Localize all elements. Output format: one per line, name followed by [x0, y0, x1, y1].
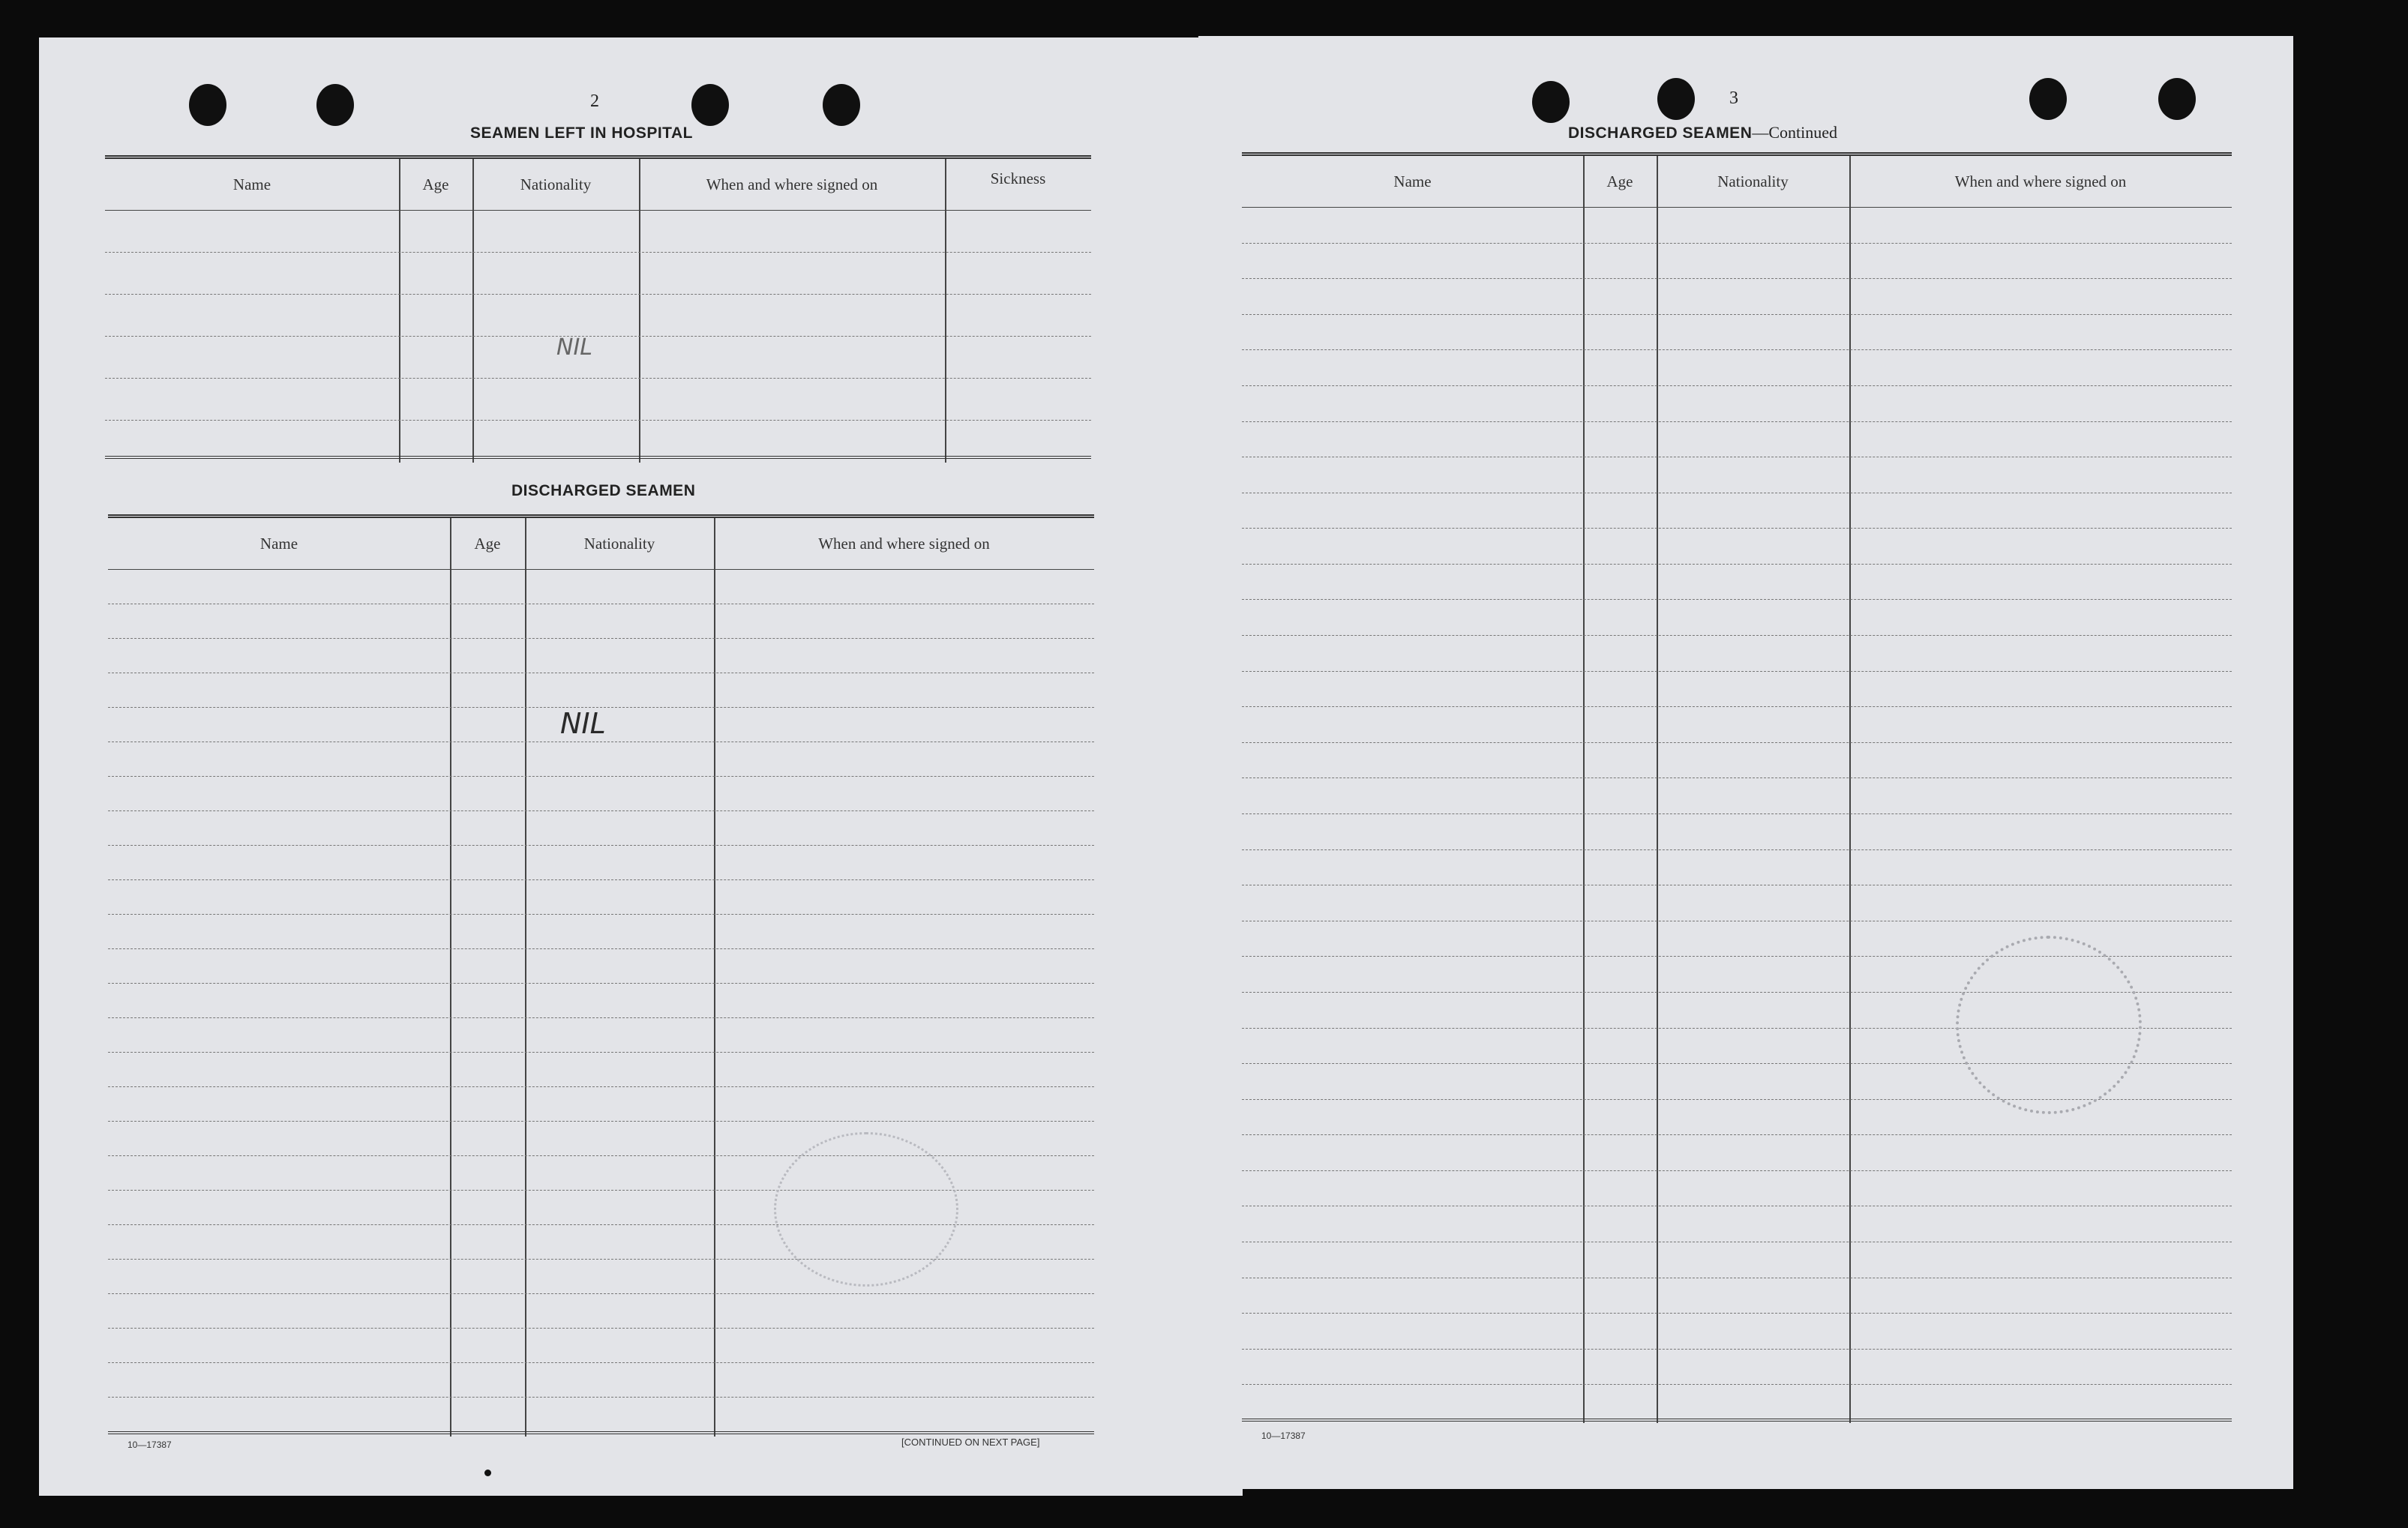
- table-row: [108, 810, 1094, 811]
- discharged-table: [108, 514, 1094, 1437]
- table-row: [1242, 1384, 2232, 1385]
- col-header-name: Name: [259, 534, 298, 553]
- punch-hole-icon: [1657, 78, 1695, 120]
- table-row: [108, 638, 1094, 639]
- table-bottom-rule: [105, 456, 1091, 459]
- col-header-signed-on: When and where signed on: [1954, 172, 2127, 190]
- column-divider: [1657, 156, 1658, 1423]
- column-divider: [525, 518, 526, 1437]
- table-row: [108, 845, 1094, 846]
- table-row: [108, 1017, 1094, 1018]
- col-header-sickness: Sickness: [990, 169, 1046, 187]
- column-divider: [639, 159, 640, 463]
- punch-hole-icon: [2158, 78, 2196, 120]
- hospital-section-title: SEAMEN LEFT IN HOSPITAL: [470, 124, 693, 142]
- right-page: [1198, 36, 2293, 1489]
- col-header-age: Age: [1606, 172, 1633, 190]
- punch-hole-icon: [823, 84, 860, 126]
- table-row: [1242, 314, 2232, 315]
- form-number: 10—17387: [1261, 1431, 1306, 1441]
- column-divider: [472, 159, 474, 463]
- page-number: 3: [1729, 88, 1738, 108]
- handwritten-nil: NIL: [556, 334, 593, 361]
- table-row: [108, 1328, 1094, 1329]
- table-row: [1242, 385, 2232, 386]
- continued-note: [CONTINUED ON NEXT PAGE]: [901, 1437, 1040, 1448]
- col-header-signed-on: When and where signed on: [818, 534, 990, 553]
- discharged-section-title: DISCHARGED SEAMEN: [511, 482, 696, 499]
- table-header: [105, 159, 1091, 211]
- punch-hole-icon: [691, 84, 729, 126]
- table-row: [1242, 777, 2232, 778]
- page-number: 2: [590, 91, 599, 111]
- table-row: [1242, 564, 2232, 565]
- table-bottom-rule: [1242, 1419, 2232, 1422]
- page-title-text: DISCHARGED SEAMEN: [1568, 124, 1753, 142]
- table-row: [1242, 599, 2232, 600]
- table-row: [1242, 421, 2232, 422]
- table-row: [1242, 243, 2232, 244]
- faded-stamp: [1956, 936, 2142, 1114]
- table-row: [105, 336, 1091, 337]
- table-row: [108, 948, 1094, 949]
- table-row: [1242, 635, 2232, 636]
- col-header-name: Name: [232, 175, 271, 193]
- table-row: [108, 1397, 1094, 1398]
- table-row: [108, 1293, 1094, 1294]
- table-bottom-rule: [108, 1431, 1094, 1434]
- table-row: [105, 378, 1091, 379]
- table-row: [108, 983, 1094, 984]
- column-divider: [945, 159, 946, 463]
- table-row: [1242, 849, 2232, 850]
- col-header-age: Age: [422, 175, 449, 193]
- table-header: [1242, 156, 2232, 208]
- hospital-table: [105, 155, 1091, 463]
- punch-hole-icon: [2029, 78, 2067, 120]
- page-title-suffix: —Continued: [1752, 123, 1838, 142]
- table-row: [1242, 278, 2232, 279]
- column-divider: [450, 518, 451, 1437]
- col-header-name: Name: [1393, 172, 1432, 190]
- table-row: [108, 1259, 1094, 1260]
- table-row: [1242, 813, 2232, 814]
- table-row: [1242, 742, 2232, 743]
- column-divider: [714, 518, 715, 1437]
- form-number: 10—17387: [127, 1440, 172, 1450]
- punch-hole-icon: [316, 84, 354, 126]
- col-header-nationality: Nationality: [1717, 172, 1789, 190]
- col-header-signed-on: When and where signed on: [706, 175, 878, 193]
- table-row: [105, 252, 1091, 253]
- table-row: [108, 914, 1094, 915]
- col-header-nationality: Nationality: [583, 534, 655, 553]
- table-row: [108, 1121, 1094, 1122]
- column-divider: [1583, 156, 1585, 1423]
- table-header: [108, 518, 1094, 570]
- table-row: [108, 1086, 1094, 1087]
- table-row: [1242, 1313, 2232, 1314]
- discharged-continued-table: [1242, 152, 2232, 1423]
- col-header-age: Age: [474, 534, 501, 553]
- col-header-nationality: Nationality: [520, 175, 592, 193]
- table-row: [1242, 1134, 2232, 1135]
- left-page: [39, 37, 1243, 1496]
- column-divider: [1849, 156, 1851, 1423]
- table-row: [108, 1052, 1094, 1053]
- table-row: [108, 776, 1094, 777]
- table-row: [108, 879, 1094, 880]
- table-row: [1242, 671, 2232, 672]
- table-row: [1242, 1170, 2232, 1171]
- table-row: [105, 420, 1091, 421]
- table-row: [108, 1362, 1094, 1363]
- table-row: [1242, 528, 2232, 529]
- punch-hole-icon: [189, 84, 226, 126]
- punch-hole-icon: [1532, 81, 1570, 123]
- table-row: [1242, 706, 2232, 707]
- table-row: [1242, 1349, 2232, 1350]
- page-title: [1568, 123, 1837, 142]
- table-row: [108, 1155, 1094, 1156]
- faded-stamp: [774, 1132, 958, 1287]
- ink-dot: [484, 1470, 491, 1476]
- handwritten-nil: NIL: [560, 707, 606, 740]
- column-divider: [399, 159, 400, 463]
- table-row: [1242, 349, 2232, 350]
- table-row: [105, 294, 1091, 295]
